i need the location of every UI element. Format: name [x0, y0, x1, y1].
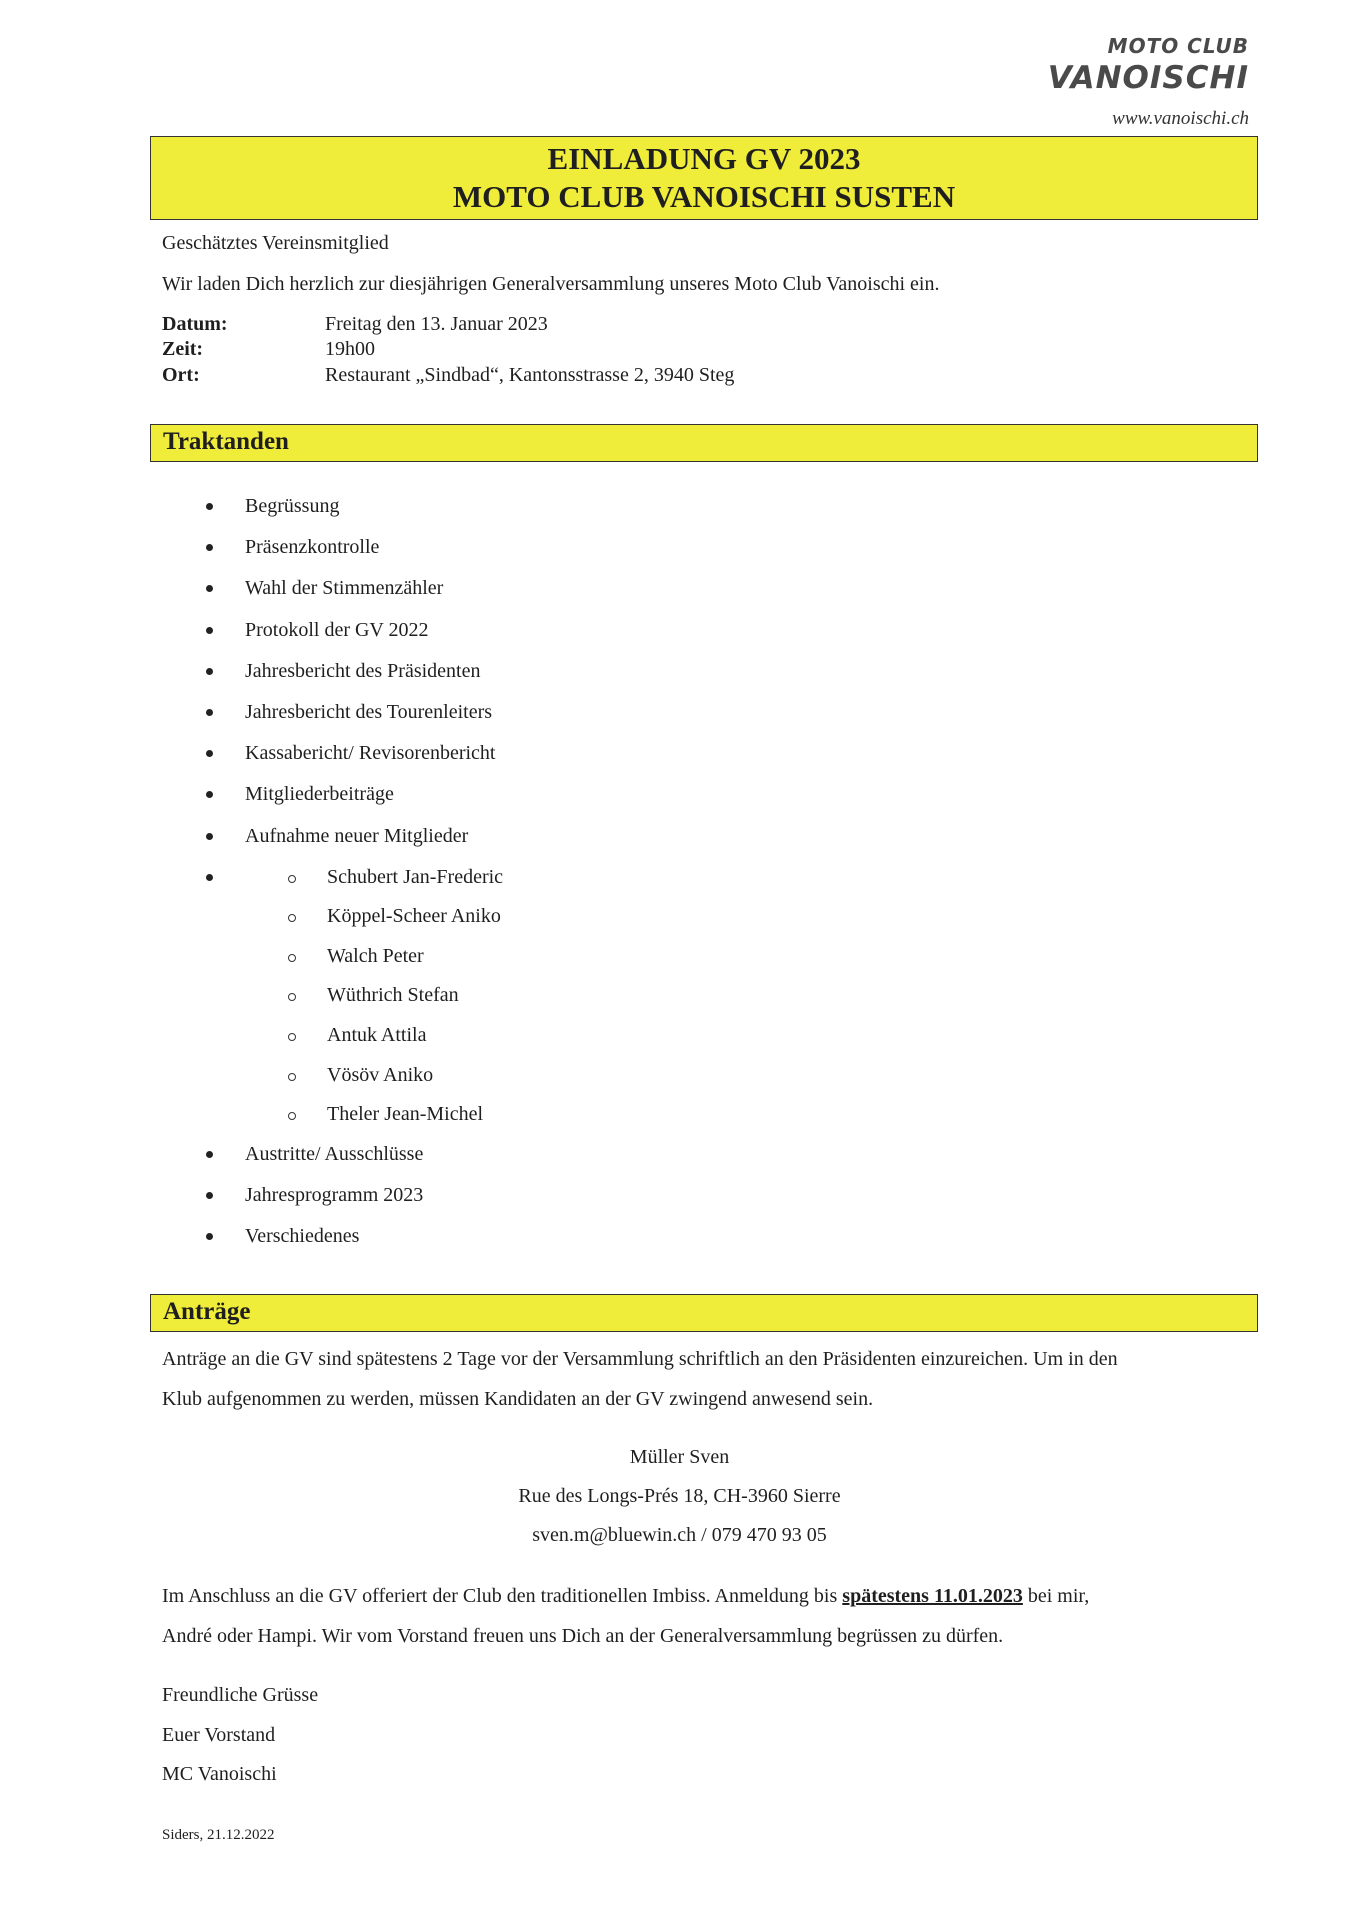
closing-line-2: André oder Hampi. Wir vom Vorstand freuen uns Dich an der Generalversammlung begrüssen zu dürfen. [162, 1625, 1004, 1647]
agenda-item: Aufnahme neuer Mitglieder [200, 820, 503, 861]
logo-website: www.vanoischi.ch [1112, 108, 1249, 129]
new-member-item: Theler Jean-Michel [200, 1098, 503, 1138]
agenda-item: Wahl der Stimmenzähler [200, 572, 503, 613]
antraege-line-2: Klub aufgenommen zu werden, müssen Kandidaten an der GV zwingend anwesend sein. [162, 1388, 874, 1410]
new-members-list [200, 861, 503, 1138]
contact-block [0, 1438, 1359, 1555]
signoff-line-2: Euer Vorstand [162, 1723, 276, 1746]
agenda-item: Jahresprogramm 2023 [200, 1179, 503, 1220]
ort-label: Ort: [162, 364, 200, 386]
new-members-group [200, 861, 503, 1138]
agenda-item: Verschiedenes [200, 1220, 503, 1261]
place-date: Siders, 21.12.2022 [162, 1827, 275, 1843]
title-line-2: MOTO CLUB VANOISCHI SUSTEN [452, 179, 956, 214]
contact-name: Müller Sven [629, 1446, 730, 1468]
agenda-item: Mitgliederbeiträge [200, 778, 503, 819]
club-logo [1048, 34, 1249, 130]
agenda-list [200, 490, 503, 1261]
agenda-item: Kassabericht/ Revisorenbericht [200, 737, 503, 778]
logo-line-1: MOTO CLUB [1107, 34, 1249, 58]
new-member-item: Köppel-Scheer Aniko [200, 900, 503, 940]
title-line-1: EINLADUNG GV 2023 [547, 141, 861, 176]
agenda-item: Präsenzkontrolle [200, 531, 503, 572]
antraege-line-1: Anträge an die GV sind spätestens 2 Tage vor der Versammlung schriftlich an den Präsidenten einzureichen. Um in den [162, 1348, 1118, 1370]
logo-line-2: VANOISCHI [1047, 60, 1249, 96]
datum-value: Freitag den 13. Januar 2023 [325, 313, 548, 335]
agenda-item: Protokoll der GV 2022 [200, 614, 503, 655]
registration-deadline: spätestens 11.01.2023 [842, 1585, 1023, 1607]
traktanden-heading: Traktanden [150, 424, 1258, 462]
agenda-item: Begrüssung [200, 490, 503, 531]
agenda-item: Austritte/ Ausschlüsse [200, 1138, 503, 1179]
title-banner [150, 136, 1258, 220]
new-member-item: Schubert Jan-Frederic [200, 861, 503, 901]
antraege-text [162, 1339, 1252, 1419]
new-member-item: Vösöv Aniko [200, 1059, 503, 1099]
contact-address: Rue des Longs-Prés 18, CH-3960 Sierre [518, 1485, 841, 1507]
new-member-item: Antuk Attila [200, 1019, 503, 1059]
intro-text: Wir laden Dich herzlich zur diesjährigen Generalversammlung unseres Moto Club Vanoischi ein. [162, 273, 940, 295]
datum-label: Datum: [162, 313, 228, 335]
ort-value: Restaurant „Sindbad“, Kantonsstrasse 2, 3940 Steg [325, 364, 735, 386]
closing-paragraph [162, 1576, 1252, 1656]
new-member-item: Wüthrich Stefan [200, 979, 503, 1019]
closing-text-part-2: bei mir, [1022, 1585, 1090, 1607]
new-member-item: Walch Peter [200, 940, 503, 980]
zeit-label: Zeit: [162, 338, 204, 360]
signoff-line-1: Freundliche Grüsse [162, 1684, 319, 1706]
agenda-item: Jahresbericht des Tourenleiters [200, 696, 503, 737]
zeit-value: 19h00 [325, 338, 375, 360]
signoff [162, 1676, 318, 1795]
signoff-line-3: MC Vanoischi [162, 1763, 277, 1785]
contact-email-phone: sven.m@bluewin.ch / 079 470 93 05 [532, 1524, 827, 1546]
antraege-heading: Anträge [150, 1294, 1258, 1332]
agenda-item: Jahresbericht des Präsidenten [200, 655, 503, 696]
closing-text-part-1: Im Anschluss an die GV offeriert der Club den traditionellen Imbiss. Anmeldung bis [162, 1585, 843, 1607]
greeting: Geschätztes Vereinsmitglied [162, 232, 389, 254]
